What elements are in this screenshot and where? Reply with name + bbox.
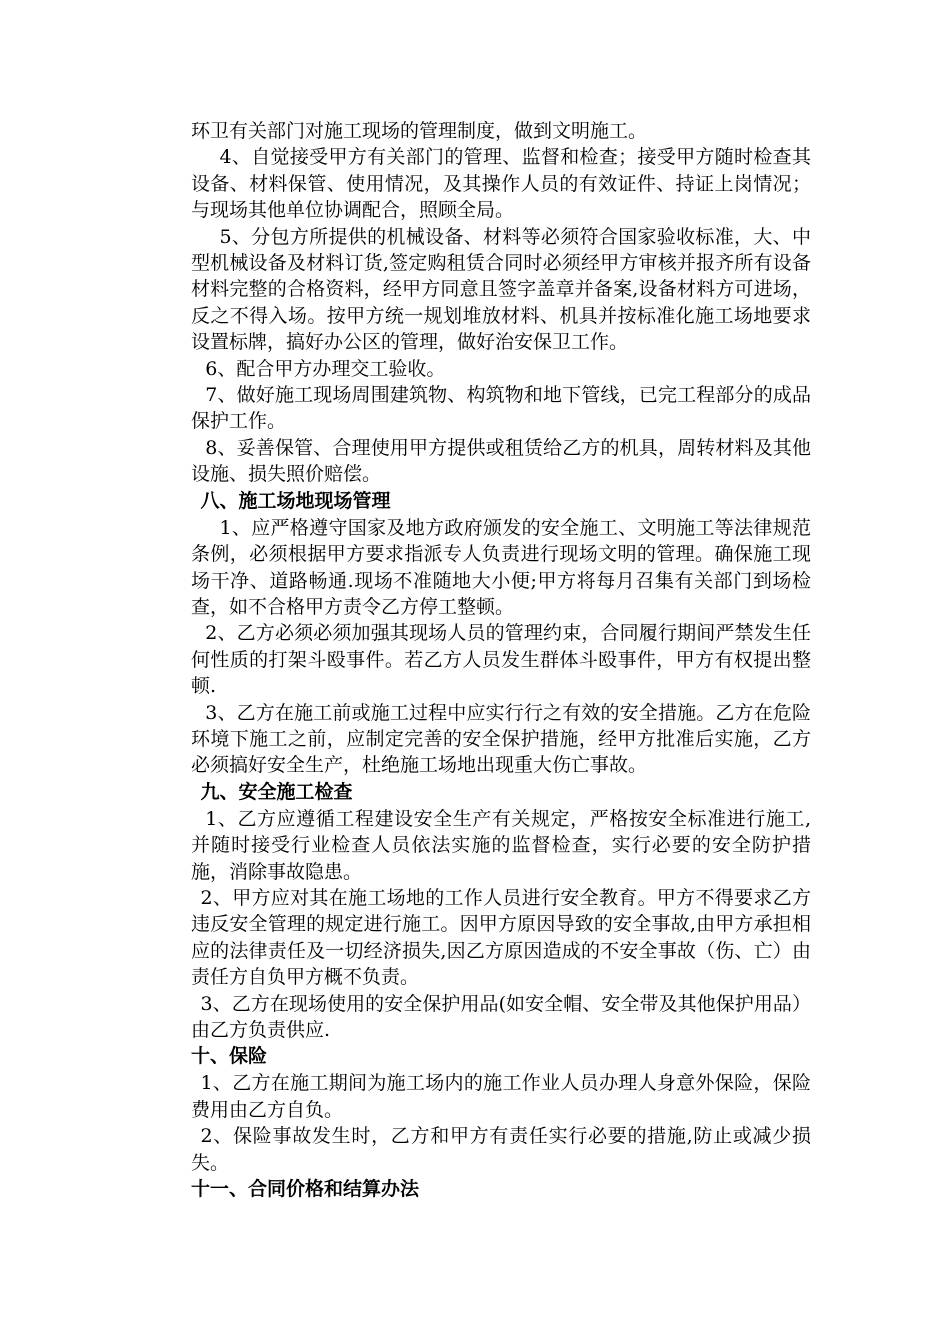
paragraph: 6、配合甲方办理交工验收。 [205,357,446,380]
section-heading: 九、安全施工检查 [200,780,353,803]
paragraph: 1、乙方在施工期间为施工场内的施工作业人员办理人身意外保险，保险费用由乙方自负。 [191,1072,811,1121]
paragraph: 3、乙方在现场使用的安全保护用品(如安全帽、安全带及其他保护用品）由乙方负责供应. [191,992,811,1041]
paragraph: 1、乙方应遵循工程建设安全生产有关规定，严格按安全标准进行施工,并随时接受行业检查人员依法实施的监督检查，实行必要的安全防护措施，消除事故隐患。 [191,807,811,883]
section-heading: 八、施工场地现场管理 [200,489,391,512]
section-heading: 十、保险 [191,1045,268,1068]
paragraph: 7、做好施工现场周围建筑物、构筑物和地下管线，已完工程部分的成品保护工作。 [191,384,811,433]
document-page [191,118,811,1203]
paragraph: 环卫有关部门对施工现场的管理制度，做到文明施工。 [191,120,648,142]
paragraph: 5、分包方所提供的机械设备、材料等必须符合国家验收标准，大、中型机械设备及材料订货,签定购租赁合同时必须经甲方审核并报齐所有设备材料完整的合格资料，经甲方同意且签字盖章并备案,设备材料方可进场，反之不得入场。按甲方统一规划堆放材料、机具并按标准化施工场地要求设置标牌，搞好办公区的管理，做好治安保卫工作。 [191,225,811,354]
paragraph: 4、自觉接受甲方有关部门的管理、监督和检查；接受甲方随时检查其设备、材料保管、使用情况，及其操作人员的有效证件、持证上岗情况；与现场其他单位协调配合，照顾全局。 [191,146,811,222]
paragraph: 2、乙方必须必须加强其现场人员的管理约束，合同履行期间严禁发生任何性质的打架斗殴事件。若乙方人员发生群体斗殴事件，甲方有权提出整顿. [191,622,811,698]
paragraph: 2、甲方应对其在施工场地的工作人员进行安全教育。甲方不得要求乙方违反安全管理的规定进行施工。因甲方原因导致的安全事故,由甲方承担相应的法律责任及一切经济损失,因乙方原因造成的不安全事故（伤、亡）由责任方自负甲方概不负责。 [191,886,811,989]
paragraph: 1、应严格遵守国家及地方政府颁发的安全施工、文明施工等法律规范条例，必须根据甲方要求指派专人负责进行现场文明的管理。确保施工现场干净、道路畅通.现场不准随地大小便;甲方将每月召集有关部门到场检查，如不合格甲方责令乙方停工整顿。 [191,516,811,618]
paragraph: 8、妥善保管、合理使用甲方提供或租赁给乙方的机具，周转材料及其他设施、损失照价赔偿。 [191,436,811,486]
paragraph: 3、乙方在施工前或施工过程中应实行行之有效的安全措施。乙方在危险环境下施工之前，应制定完善的安全保护措施，经甲方批准后实施，乙方必须搞好安全生产，杜绝施工场地出现重大伤亡事故。 [191,701,811,777]
section-heading: 十一、合同价格和结算办法 [191,1178,420,1201]
paragraph: 2、保险事故发生时，乙方和甲方有责任实行必要的措施,防止或减少损失。 [191,1125,811,1174]
